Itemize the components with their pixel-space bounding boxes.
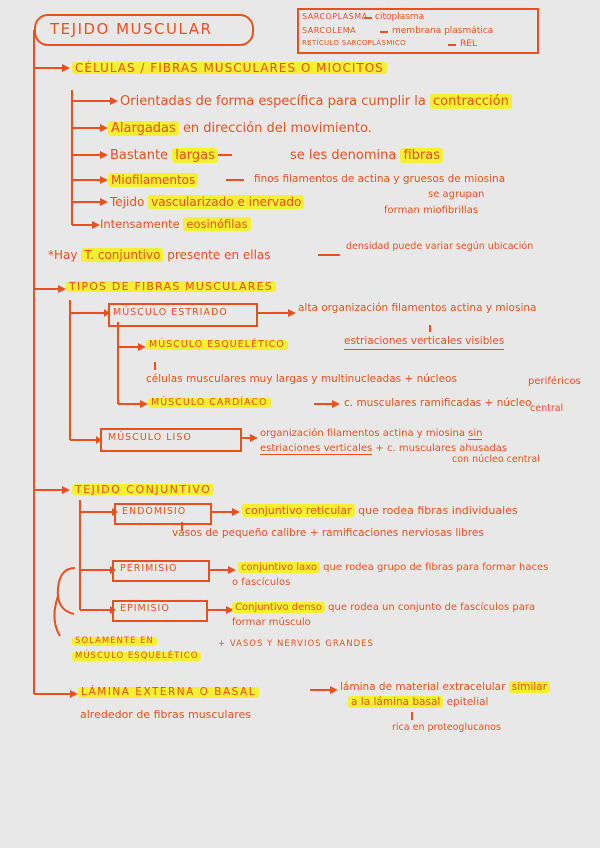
epimisio-label: EPIMISIO: [120, 603, 170, 614]
lamina-heading: LÁMINA EXTERNA O BASAL: [78, 687, 259, 698]
celulas-item-3a: Bastante largas: [110, 149, 218, 162]
legend-meaning-3: REL: [460, 39, 477, 49]
celulas-item-5: Tejido vascularizado e inervado: [110, 196, 304, 208]
celulas-item-6: Intensamente eosinófilas: [100, 219, 251, 231]
liso-label: MÚSCULO LISO: [108, 432, 192, 443]
conjuntivo-note: *Hay T. conjuntivo presente en ellas: [48, 248, 271, 262]
tipos-heading: TIPOS DE FIBRAS MUSCULARES: [66, 281, 276, 292]
lamina-desc: lámina de material extracelular similar: [340, 682, 550, 693]
celulas-item-4b: finos filamentos de actina y gruesos de miosina: [254, 173, 506, 185]
celulas-item-1: Orientadas de forma específica para cumplir la contracción: [120, 95, 512, 108]
lamina-desc-4: alrededor de fibras musculares: [80, 708, 251, 721]
epimisio-desc-2: formar músculo: [232, 617, 311, 628]
esqueletico-desc: células musculares muy largas y multinucleadas + núcleos: [146, 373, 457, 385]
cardiaco-desc-2: central: [530, 403, 564, 414]
esqueletico-desc-2: periféricos: [528, 376, 581, 387]
solamente-desc: + VASOS Y NERVIOS GRANDES: [218, 639, 374, 649]
estriado-desc-2: estriaciones verticales visibles: [344, 336, 504, 350]
legend-term-3: RETÍCULO SARCOPLÁSMICO: [302, 39, 406, 47]
endomisio-desc: conjuntivo reticular que rodea fibras individuales: [242, 505, 518, 516]
conjuntivo-note-detail: densidad puede variar según ubicación: [346, 241, 534, 252]
celulas-item-2: Alargadas en dirección del movimiento.: [108, 122, 372, 135]
legend-meaning-1: citoplasma: [375, 12, 425, 22]
estriado-desc: alta organización filamentos actina y miosina: [298, 302, 537, 314]
celulas-item-4-note2: forman miofibrillas: [384, 205, 479, 216]
celulas-item-3b: se les denomina fibras: [290, 149, 443, 162]
esqueletico-label: MÚSCULO ESQUELÉTICO: [146, 340, 288, 350]
liso-desc-3: con núcleo central: [452, 454, 540, 465]
endomisio-label: ENDOMISIO: [122, 506, 187, 517]
cardiaco-label: MÚSCULO CARDÍACO: [148, 398, 271, 408]
solamente-label-1: SOLAMENTE EN: [72, 637, 157, 646]
celulas-heading: CÉLULAS / FIBRAS MUSCULARES O MIOCITOS: [72, 62, 387, 74]
celulas-item-4-note1: se agrupan: [428, 189, 485, 200]
perimisio-desc: conjuntivo laxo que rodea grupo de fibras para formar haces: [238, 563, 548, 573]
celulas-item-4a: Miofilamentos: [108, 174, 198, 186]
epimisio-desc: Conjuntivo denso que rodea un conjunto de fascículos para: [232, 603, 535, 613]
endomisio-desc-2: vasos de pequeño calibre + ramificaciones nerviosas libres: [172, 527, 484, 539]
perimisio-desc-2: o fascículos: [232, 577, 291, 588]
solamente-label-2: MÚSCULO ESQUELÉTICO: [72, 652, 201, 661]
legend-meaning-2: membrana plasmática: [392, 26, 494, 36]
liso-desc-2: estriaciones verticales + c. musculares ahusadas: [260, 443, 508, 454]
page-title: TEJIDO MUSCULAR: [50, 20, 213, 38]
lamina-desc-3: rica en proteoglucanos: [392, 722, 501, 733]
conjuntivo-heading: TEJIDO CONJUNTIVO: [72, 484, 214, 495]
lamina-desc-2: a la lámina basal epitelial: [348, 697, 488, 708]
liso-desc: organización filamentos actina y miosina sin: [260, 428, 483, 439]
perimisio-label: PERIMISIO: [120, 563, 178, 574]
legend-term-2: SARCOLEMA: [302, 26, 357, 35]
cardiaco-desc: c. musculares ramificadas + núcleo: [344, 397, 532, 409]
estriado-label: MÚSCULO ESTRIADO: [113, 307, 228, 318]
legend-term-1: SARCOPLASMA: [302, 12, 368, 21]
